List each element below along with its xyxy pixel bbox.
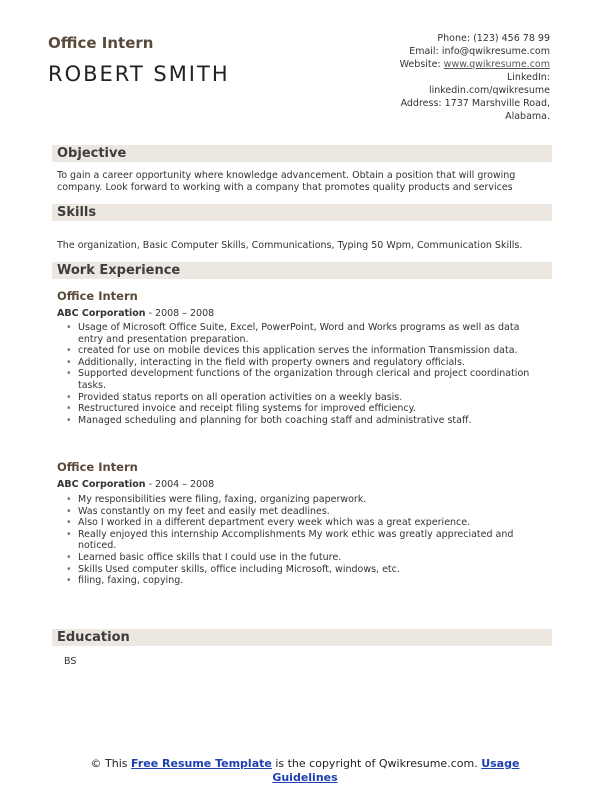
website-label: Website: (399, 59, 441, 70)
list-item: • Was constantly on my feet and easily met deadlines. (66, 506, 546, 518)
contact-website (320, 58, 550, 71)
usage-guidelines-link[interactable]: Usage Guidelines (272, 757, 520, 784)
footer-prefix: © This (90, 757, 132, 770)
list-item: • Supported development functions of the organization through clerical and project coordination tasks. (66, 368, 546, 391)
job-dates-1: - 2008 – 2008 (145, 308, 215, 319)
list-item: • Learned basic office skills that I could use in the future. (66, 552, 546, 564)
email-value[interactable]: info@qwikresume.com (441, 46, 550, 57)
contact-address-line2: Alabama. (505, 111, 550, 122)
job-dates-2: - 2004 – 2008 (145, 479, 215, 490)
copyright-footer (60, 757, 550, 785)
job-bullets-1 (66, 322, 546, 426)
address-line1: 1737 Marshville Road, (444, 98, 550, 109)
job-title-2: Office Intern (57, 460, 138, 474)
list-item: • Also I worked in a different department every week which was a great experience. (66, 517, 546, 529)
skills-heading: Skills (57, 205, 97, 220)
header-job-title: Office Intern (48, 34, 154, 52)
contact-phone (320, 32, 550, 45)
objective-section-bar (52, 145, 552, 162)
list-item: • filing, faxing, copying. (66, 575, 546, 587)
education-section-bar (52, 629, 552, 646)
phone-value: (123) 456 78 99 (473, 33, 550, 44)
company-name-2: ABC Corporation (57, 479, 146, 490)
job-title-1: Office Intern (57, 289, 138, 303)
list-item: • Additionally, interacting in the field with property owners and regulatory officials. (66, 357, 546, 369)
contact-linkedin[interactable]: linkedin.com/qwikresume (428, 85, 550, 96)
contact-block (320, 32, 550, 123)
skills-section-bar (52, 204, 552, 221)
list-item: • Managed scheduling and planning for both coaching staff and administrative staff. (66, 415, 546, 427)
job-bullets-2 (66, 494, 546, 587)
website-link[interactable]: www.qwikresume.com (443, 59, 550, 70)
list-item: • created for use on mobile devices this application serves the information Transmission data. (66, 345, 546, 357)
footer-middle: is the copyright of Qwikresume.com. (271, 757, 482, 770)
skills-text: The organization, Basic Computer Skills, Communications, Typing 50 Wpm, Communication Skills. (57, 240, 523, 251)
objective-text: To gain a career opportunity where knowledge advancement. Obtain a position that will growing company. Look forward to working with a company that promotes quality products and services (57, 170, 516, 193)
list-item: • Restructured invoice and receipt filing systems for improved efficiency. (66, 403, 546, 415)
list-item: • Provided status reports on all operation activities on a weekly basis. (66, 392, 546, 404)
contact-address (320, 97, 550, 110)
education-heading: Education (57, 630, 130, 645)
contact-linkedin-label: LinkedIn: (506, 72, 550, 83)
list-item: • Usage of Microsoft Office Suite, Excel, PowerPoint, Word and Works programs as well as data entry and presentation preparation. (66, 322, 546, 345)
address-label: Address: (400, 98, 442, 109)
contact-email (320, 45, 550, 58)
education-text: BS (64, 656, 77, 667)
list-item: • Really enjoyed this internship Accomplishments My work ethic was greatly appreciated and noticed. (66, 529, 546, 552)
job-company-2 (57, 479, 214, 490)
experience-heading: Work Experience (57, 263, 181, 278)
experience-section-bar (52, 262, 552, 279)
candidate-name: ROBERT SMITH (48, 62, 230, 86)
objective-heading: Objective (57, 146, 127, 161)
company-name-1: ABC Corporation (57, 308, 146, 319)
phone-label: Phone: (437, 33, 471, 44)
list-item: • Skills Used computer skills, office including Microsoft, windows, etc. (66, 564, 546, 576)
job-company-1 (57, 308, 214, 319)
list-item: • My responsibilities were filing, faxing, organizing paperwork. (66, 494, 546, 506)
free-resume-template-link[interactable]: Free Resume Template (131, 757, 272, 770)
email-label: Email: (409, 46, 439, 57)
